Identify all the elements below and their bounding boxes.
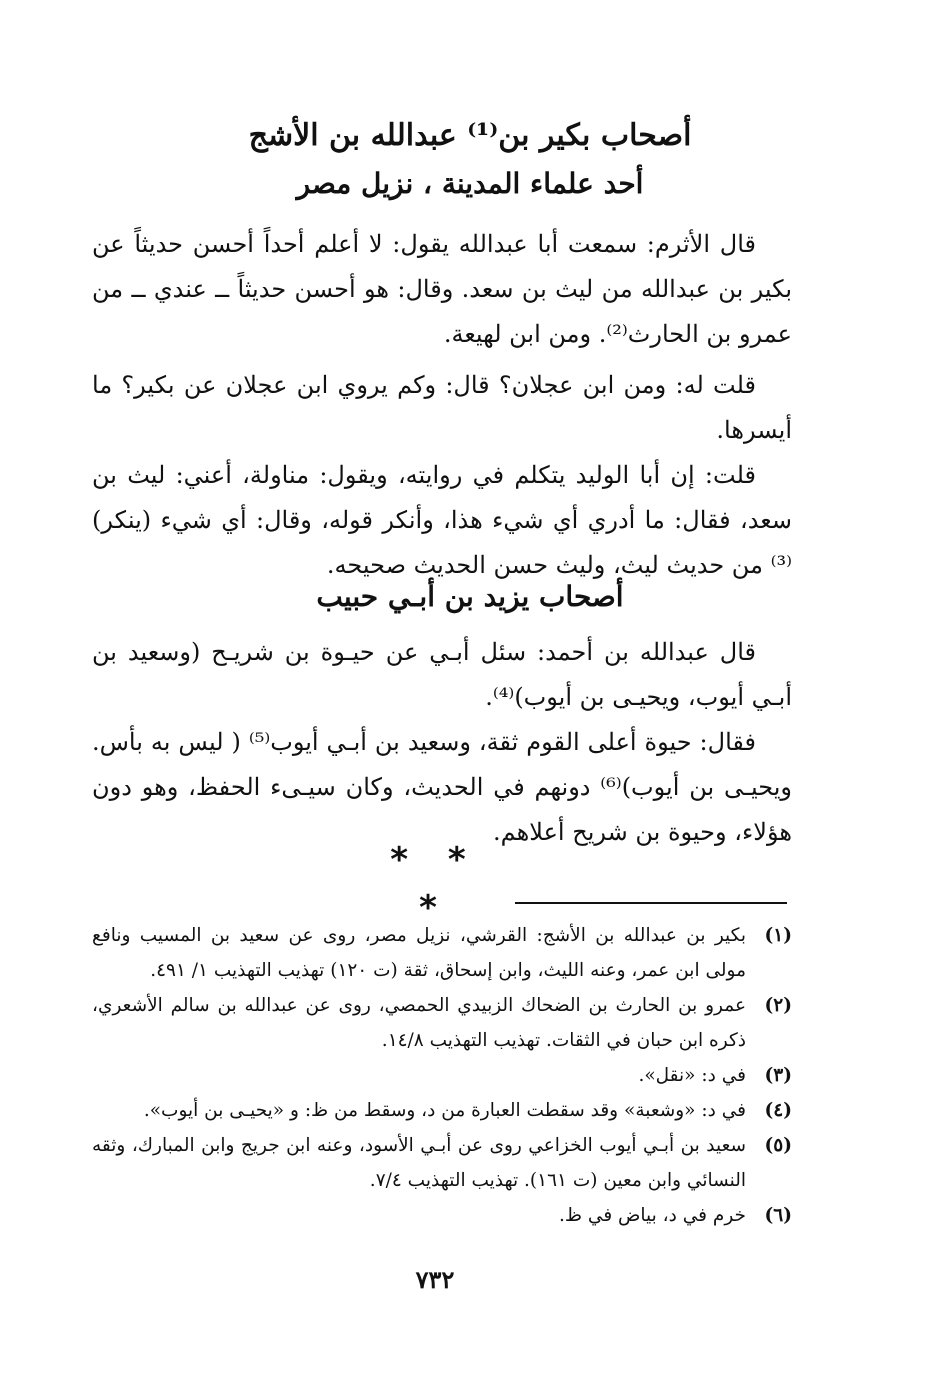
page-number: ٧٣٢ <box>415 1265 455 1294</box>
footnote <box>92 1058 792 1093</box>
chapter-title: أصحاب بكير بن⁽¹⁾ عبدالله بن الأشج <box>248 118 692 153</box>
footnote-text: في د: «نقل». <box>638 1065 746 1086</box>
section2-title: أصحاب يزيد بن أبـي حبيب <box>316 580 624 613</box>
paragraph: قلت: إن أبا الوليد يتكلم في روايته، ويقول: مناولة، أعني: ليث بن سعد، فقال: ما أدري أي شيء هذا، وأنكر قوله، وقال: أي شيء (ينكر)⁽³⁾ من حديث ليث، وليث حسن الحديث صحيحه. <box>92 461 792 579</box>
paragraph: قال الأثرم: سمعت أبا عبدالله يقول: لا أعلم أحداً أحسن حديثاً عن بكير بن عبدالله من ليث بن سعد. وقال: هو أحسن حديثاً ــ عندي ــ من عمرو بن الحارث⁽²⁾. ومن ابن لهيعة. <box>92 230 792 348</box>
footnote-text: في د: «وشعبة» وقد سقطت العبارة من د، وسقط من ظ: و «يحيـى بن أيوب». <box>143 1100 746 1121</box>
headings-block <box>150 112 790 208</box>
footnote <box>92 1093 792 1128</box>
footnote-text: سعيد بن أبـي أيوب الخزاعي روى عن أبـي الأسود، وعنه ابن جريج وابن المبارك، وثقه النسائي وابن معين (ت ١٦١). تهذيب التهذيب ٧/٤. <box>92 1135 746 1191</box>
footnote-number: (٥) <box>764 1135 792 1156</box>
section2-body <box>92 630 792 855</box>
section-separator: * * * <box>390 840 480 928</box>
footnote-number: (٦) <box>764 1205 792 1226</box>
footnote <box>92 1198 792 1233</box>
footnote-number: (١) <box>764 925 792 946</box>
footnotes <box>92 918 792 1233</box>
footnote <box>92 1128 792 1198</box>
footnote-divider <box>515 902 787 904</box>
footnote-number: (٣) <box>764 1065 792 1086</box>
footnote <box>92 988 792 1058</box>
footnote-text: خرم في د، بياض في ظ. <box>559 1205 746 1226</box>
footnote <box>92 918 792 988</box>
footnote-number: (٢) <box>764 995 792 1016</box>
paragraph: فقال: حيوة أعلى القوم ثقة، وسعيد بن أبـي أيوب⁽⁵⁾ ( ليس به بأس. ويحيـى بن أيوب)⁽⁶⁾ دونهم في الحديث، وكان سيـىء الحفظ، وهو دون هؤلاء، وحيوة بن شريح أعلاهم. <box>92 728 792 846</box>
paragraph: قال عبدالله بن أحمد: سئل أبـي عن حيـوة بن شريـح (وسعيد بن أبـي أيوب، ويحيـى بن أيوب)⁽⁴⁾. <box>92 638 792 711</box>
chapter-subtitle: أحد علماء المدينة ، نزيل مصر <box>296 167 644 200</box>
footnote-number: (٤) <box>764 1100 792 1121</box>
footnote-text: بكير بن عبدالله بن الأشج: القرشي، نزيل مصر، روى عن سعيد بن المسيب ونافع مولى ابن عمر، وعنه الليث، وابن إسحاق، ثقة (ت ١٢٠) تهذيب التهذيب ١/ ٤٩١. <box>92 925 746 981</box>
section1-body <box>92 222 792 588</box>
paragraph: قلت له: ومن ابن عجلان؟ قال: وكم يروي ابن عجلان عن بكير؟ ما أيسرها. <box>92 371 792 444</box>
footnote-text: عمرو بن الحارث بن الضحاك الزبيدي الحمصي، روى عن عبدالله بن سالم الأشعري، ذكره ابن حبان في الثقات. تهذيب التهذيب ١٤/٨. <box>92 995 746 1051</box>
